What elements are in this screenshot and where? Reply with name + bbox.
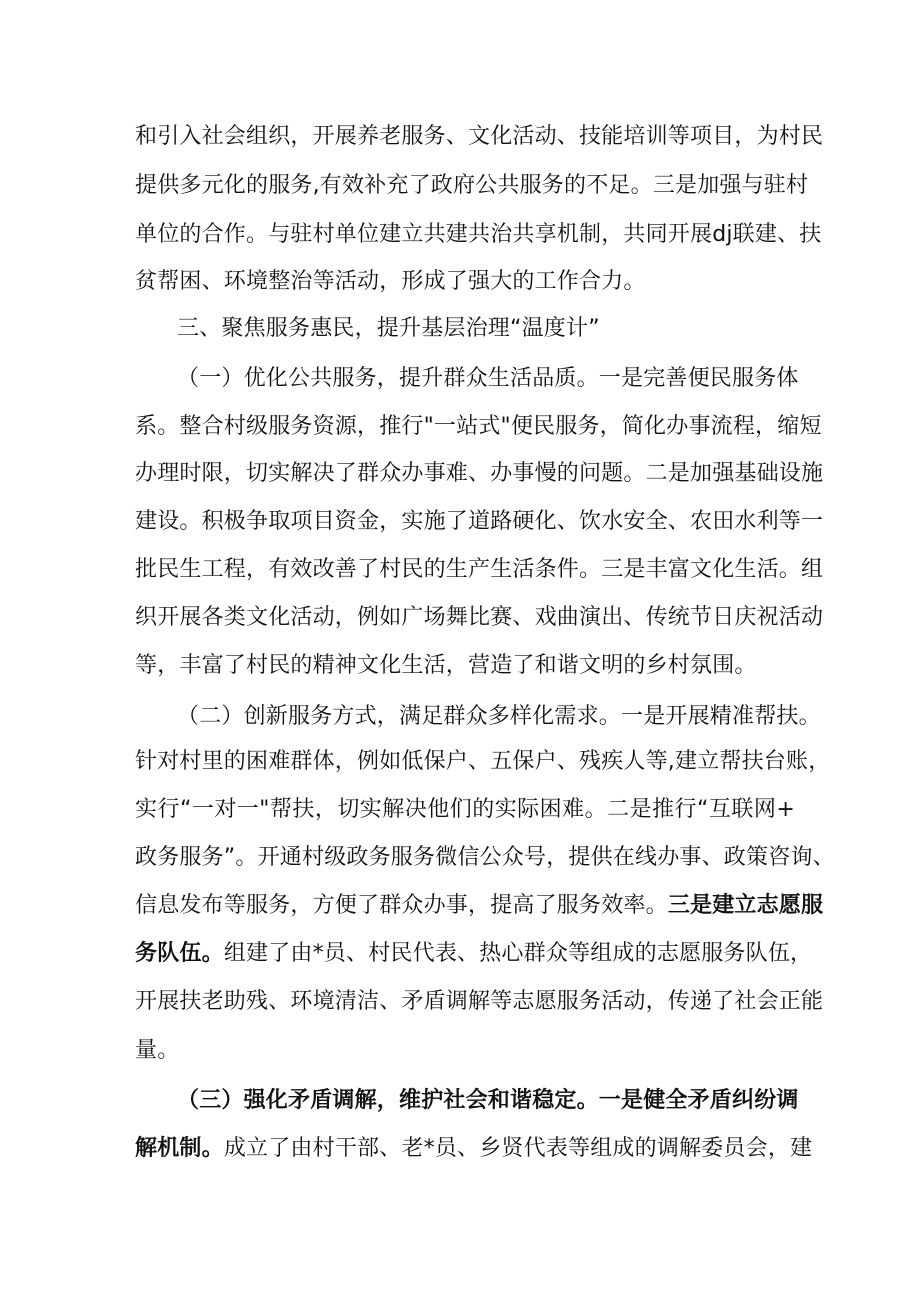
text-segment: 单位的合作。与驻村单位建立共建共治共享机制，共同开展dj联建、扶 [135, 222, 822, 247]
bold-text-segment: 务队伍。 [135, 941, 224, 966]
text-line [135, 934, 813, 974]
text-segment: 量。 [135, 1038, 180, 1063]
text-segment: 贫帮困、环境整治等活动，形成了强大的工作合力。 [135, 269, 646, 294]
text-line [135, 598, 824, 638]
text-line [135, 982, 824, 1022]
text-segment: 政务服务”。开通村级政务服务微信公众号，提供在线办事、政策咨询、 [135, 845, 835, 870]
subsection-heading-line [177, 697, 821, 737]
text-segment: 系。整合村级服务资源，推行"一站式"便民服务，简化办事流程，缩短 [135, 414, 822, 439]
text-line [135, 117, 824, 157]
text-segment: 等，丰富了村民的精神文化生活，营造了和谐文明的乡村氛围。 [135, 653, 757, 678]
text-line [135, 790, 795, 830]
bold-text-segment: 三是建立志愿服 [667, 893, 824, 918]
text-line [135, 1129, 813, 1169]
text-line [135, 838, 835, 878]
text-line [135, 166, 809, 206]
text-line [135, 215, 822, 255]
text-line [135, 407, 822, 447]
text-segment: 开展扶老助残、环境清洁、矛盾调解等志愿服务活动，传递了社会正能 [135, 989, 824, 1014]
bold-text-segment: （三）强化矛盾调解，维护社会和谐稳定。一是健全矛盾纠纷调 [177, 1088, 799, 1113]
section-heading [177, 309, 797, 349]
text-segment: 组建了由*员、村民代表、热心群众等组成的志愿服务队伍， [223, 941, 813, 966]
text-segment: 三、聚焦服务惠民，提升基层治理“温度计” [177, 316, 600, 341]
text-segment: 提供多元化的服务,有效补充了政府公共服务的不足。三是加强与驻村 [135, 173, 809, 198]
text-segment: （一）优化公共服务，提升群众生活品质。一是完善便民服务体 [177, 366, 799, 391]
text-segment: 和引入社会组织，开展养老服务、文化活动、技能培训等项目，为村民 [135, 124, 824, 149]
text-line [135, 454, 824, 494]
text-segment: 建设。积极争取项目资金，实施了道路硬化、饮水安全、农田水利等一 [135, 509, 824, 534]
text-segment: 织开展各类文化活动，例如广场舞比赛、戏曲演出、传统节日庆祝活动 [135, 605, 824, 630]
text-segment: 针对村里的困难群体，例如低保户、五保户、残疾人等,建立帮扶台账， [135, 749, 831, 774]
text-segment: 批民生工程，有效改善了村民的生产生活条件。三是丰富文化生活。组 [135, 557, 824, 582]
text-segment: 信息发布等服务，方便了群众办事，提高了服务效率。 [135, 893, 668, 918]
text-line [135, 550, 824, 590]
text-segment: 成立了由村干部、老*员、乡贤代表等组成的调解委员会，建 [223, 1136, 813, 1161]
text-segment: （二）创新服务方式，满足群众多样化需求。一是开展精准帮扶。 [177, 704, 821, 729]
text-line [135, 502, 824, 542]
bold-text-segment: 解机制。 [135, 1136, 224, 1161]
text-line [135, 886, 824, 926]
subsection-heading-line [177, 1081, 799, 1121]
text-line [135, 1031, 795, 1071]
text-line [135, 262, 795, 302]
text-line [135, 742, 831, 782]
text-segment: 实行“一对一"帮扶，切实解决他们的实际困难。二是推行“互联网+ [135, 797, 795, 822]
text-line [135, 646, 795, 686]
subsection-heading-line [177, 359, 799, 399]
text-segment: 办理时限，切实解决了群众办事难、办事慢的问题。二是加强基础设施 [135, 461, 824, 486]
